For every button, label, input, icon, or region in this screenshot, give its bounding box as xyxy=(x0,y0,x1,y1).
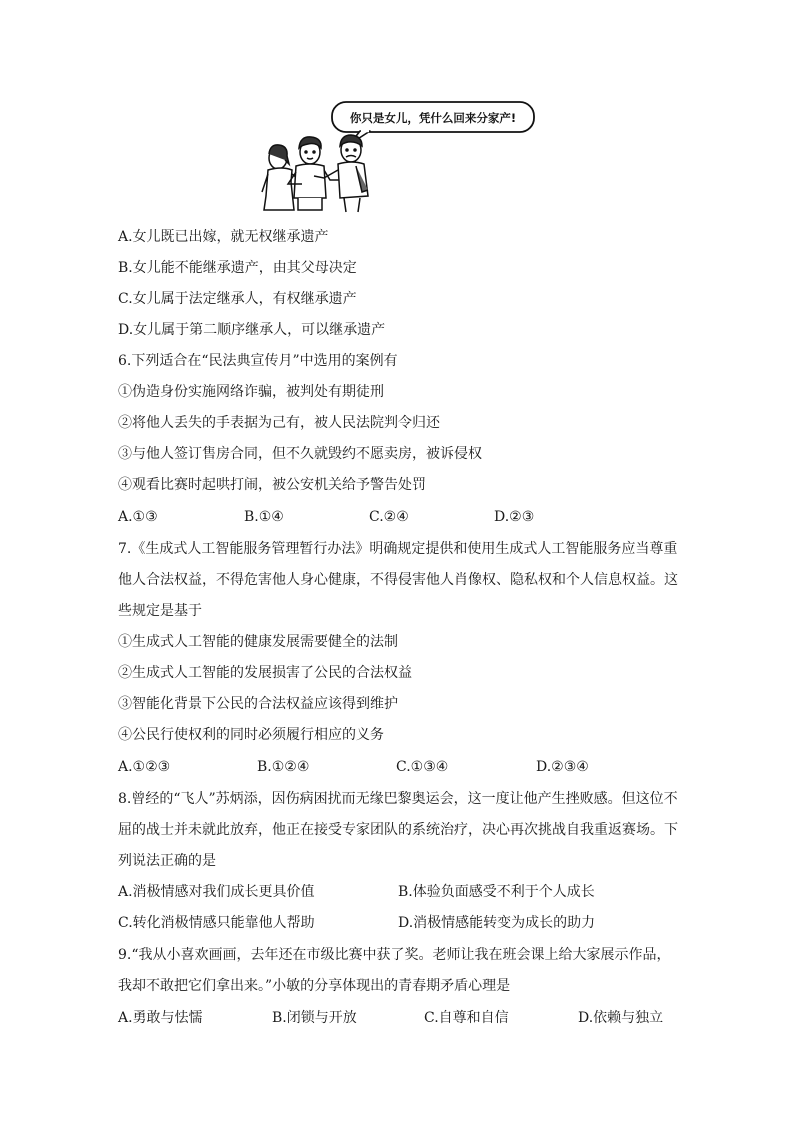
q6-stem: 6.下列适合在“民法典宣传月”中选用的案例有 xyxy=(118,353,398,369)
q5-option-a: A.女儿既已出嫁，就无权继承遗产 xyxy=(118,229,329,245)
q6-option-b: B.①④ xyxy=(244,509,284,525)
q7-item-1: ①生成式人工智能的健康发展需要健全的法制 xyxy=(118,634,398,650)
cartoon-illustration xyxy=(258,100,538,218)
q7-item-3: ③智能化背景下公民的合法权益应该得到维护 xyxy=(118,696,398,712)
q6-option-d: D.②③ xyxy=(494,509,535,525)
q6-option-c: C.②④ xyxy=(369,509,409,525)
q5-option-b: B.女儿能不能继承遗产，由其父母决定 xyxy=(118,260,357,276)
q9-option-d: D.依赖与独立 xyxy=(578,1010,664,1026)
q7-option-a: A.①②③ xyxy=(118,759,171,775)
q7-stem-line-1: 7.《生成式人工智能服务管理暂行办法》明确规定提供和使用生成式人工智能服务应当尊重 xyxy=(118,541,678,557)
q7-stem-line-3: 些规定是基于 xyxy=(118,603,202,619)
q6-item-2: ②将他人丢失的手表据为己有，被人民法院判令归还 xyxy=(118,415,440,431)
q9-stem-line-1: 9.“我从小喜欢画画，去年还在市级比赛中获了奖。老师让我在班会课上给大家展示作品， xyxy=(118,947,671,963)
q9-option-a: A.勇敢与怯懦 xyxy=(118,1010,203,1026)
q8-option-c: C.转化消极情感只能靠他人帮助 xyxy=(118,915,315,931)
q6-item-3: ③与他人签订售房合同，但不久就毁约不愿卖房，被诉侵权 xyxy=(118,446,482,462)
q5-option-c: C.女儿属于法定继承人，有权继承遗产 xyxy=(118,291,357,307)
q8-option-b: B.体验负面感受不利于个人成长 xyxy=(398,884,595,900)
q6-item-4: ④观看比赛时起哄打闹，被公安机关给予警告处罚 xyxy=(118,477,426,493)
q7-item-2: ②生成式人工智能的发展损害了公民的合法权益 xyxy=(118,665,412,681)
q9-option-b: B.闭锁与开放 xyxy=(272,1010,357,1026)
q8-stem-line-1: 8.曾经的“飞人”苏炳添，因伤病困扰而无缘巴黎奥运会，这一度让他产生挫败感。但这位不 xyxy=(118,791,678,807)
speech-bubble-text: 你只是女儿，凭什么回来分家产! xyxy=(349,111,517,125)
q6-item-1: ①伪造身份实施网络诈骗，被判处有期徒刑 xyxy=(118,384,384,400)
q8-option-d: D.消极情感能转变为成长的助力 xyxy=(398,915,596,931)
q8-option-a: A.消极情感对我们成长更具价值 xyxy=(118,884,315,900)
q7-option-d: D.②③④ xyxy=(536,759,589,775)
man-figure-middle xyxy=(288,137,342,210)
q6-option-a: A.①③ xyxy=(118,509,158,525)
q7-item-4: ④公民行使权利的同时必须履行相应的义务 xyxy=(118,727,384,743)
q8-stem-line-2: 屈的战士并未就此放弃，他正在接受专家团队的系统治疗，决心再次挑战自我重返赛场。下 xyxy=(118,822,678,838)
q7-stem-line-2: 他人合法权益，不得危害他人身心健康，不得侵害他人肖像权、隐私权和个人信息权益。这 xyxy=(118,572,678,588)
q7-option-c: C.①③④ xyxy=(396,759,449,775)
q8-stem-line-3: 列说法正确的是 xyxy=(118,853,216,869)
q7-option-b: B.①②④ xyxy=(257,759,310,775)
q9-option-c: C.自尊和自信 xyxy=(424,1010,509,1026)
q5-option-d: D.女儿属于第二顺序继承人，可以继承遗产 xyxy=(118,322,386,338)
q9-stem-line-2: 我却不敢把它们拿出来。”小敏的分享体现出的青春期矛盾心理是 xyxy=(118,978,511,994)
